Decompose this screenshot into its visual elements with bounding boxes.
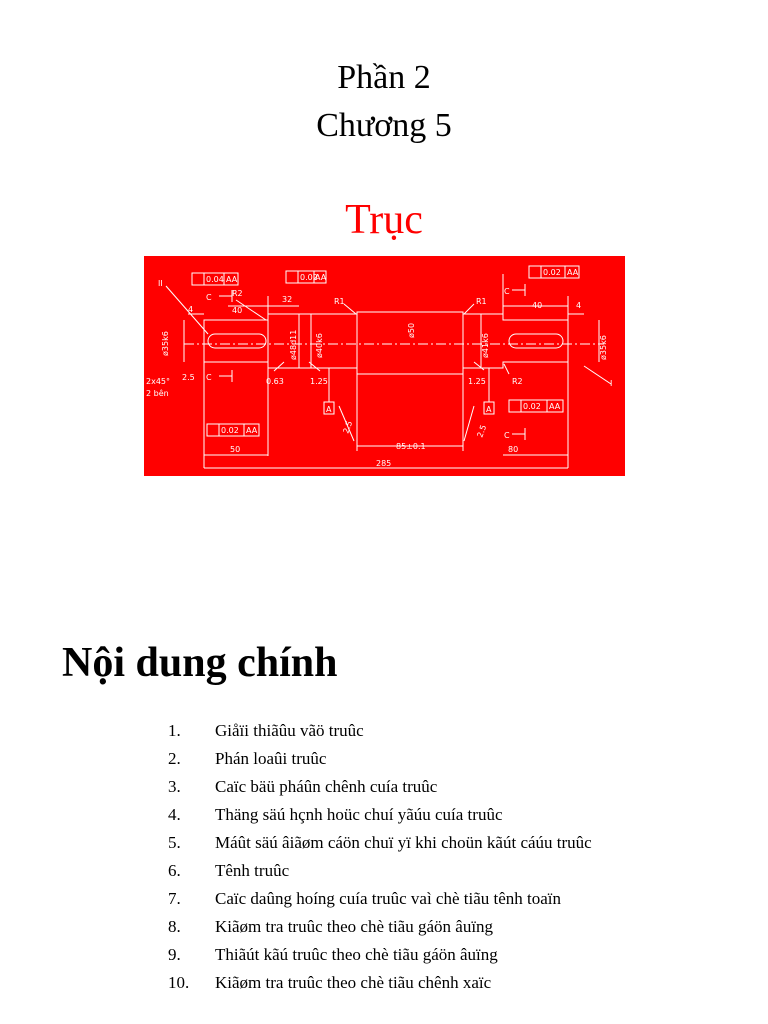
tol5-ref: AA <box>246 426 258 435</box>
tol4-value: 0.02 <box>523 402 541 411</box>
shaft-left-section <box>204 314 357 368</box>
radius-r2-left: R2 <box>232 289 243 298</box>
shaft-drawing-svg <box>144 256 625 476</box>
toc-item <box>168 832 638 854</box>
toc-heading: Nội dung chính <box>62 640 338 686</box>
roughness-125-left: 1.25 <box>310 377 328 386</box>
section-mark-ii: II <box>158 279 163 288</box>
toc-item-text: Kiãøm tra truûc theo chè tiãu gáön âuïng <box>215 917 494 936</box>
dim-32: 32 <box>282 295 293 304</box>
radius-r1-right: R1 <box>476 297 487 306</box>
dia-40k6: ø40k6 <box>315 333 324 358</box>
tol1-ref: AA <box>226 275 238 284</box>
chamfer-both-note: 2 bên <box>146 389 169 398</box>
tol2-ref: AA <box>315 273 327 282</box>
radius-r2-right: R2 <box>512 377 523 386</box>
toc-item <box>168 944 638 966</box>
toc-item-number: 6. <box>168 861 181 880</box>
toc-item-number: 1. <box>168 721 181 740</box>
dim-285: 285 <box>376 459 392 468</box>
toc-item <box>168 888 638 910</box>
dia-50: ø50 <box>407 322 416 338</box>
dim-85: 85±0.1 <box>396 442 426 451</box>
tol4-ref: AA <box>549 402 561 411</box>
dim-40-left: 40 <box>232 306 243 315</box>
toc-item-number: 3. <box>168 777 181 796</box>
part-title: Phần 2 <box>337 59 431 96</box>
c-mark-3: C <box>504 287 510 296</box>
toc-item-text: Thiãút kãú truûc theo chè tiãu gáön âuïng <box>215 945 498 964</box>
toc-item-number: 4. <box>168 805 181 824</box>
topic-title: Trục <box>345 197 423 243</box>
toc-item <box>168 916 638 938</box>
dim-50: 50 <box>230 445 241 454</box>
section-mark-i: I <box>610 379 613 388</box>
dim-80: 80 <box>508 445 519 454</box>
toc-item <box>168 972 638 994</box>
toc-item-number: 9. <box>168 945 181 964</box>
dia-48d11: ø48d11 <box>289 329 298 360</box>
roughness-125-right: 1.25 <box>468 377 486 386</box>
c-mark-2: C <box>206 373 212 382</box>
toc-item-number: 5. <box>168 833 181 852</box>
left-keyway <box>208 334 266 348</box>
toc-item-text: Caïc bäü pháûn chênh cuía truûc <box>215 777 438 796</box>
dim-40-right: 40 <box>532 301 543 310</box>
c-mark-4: C <box>504 431 510 440</box>
shaft-technical-drawing <box>144 256 625 476</box>
toc-item-text: Caïc daûng hoíng cuía truûc vaì chè tiãu tênh toaïn <box>215 889 562 908</box>
toc-item-number: 2. <box>168 749 181 768</box>
datum-a-right: A <box>486 405 492 414</box>
shaft-right-section <box>463 314 568 368</box>
toc-item-number: 7. <box>168 889 181 908</box>
toc-item <box>168 748 638 770</box>
c-mark-1: C <box>206 293 212 302</box>
dia-35k6-left: ø35k6 <box>161 331 170 356</box>
roughness-25-left: 2.5 <box>182 373 195 382</box>
shaft-center-section <box>357 312 463 374</box>
chapter-title: Chương 5 <box>316 107 452 144</box>
toc-item <box>168 804 638 826</box>
toc-item-text: Phán loaûi truûc <box>215 749 327 768</box>
toc-item-number: 10. <box>168 973 190 992</box>
datum-a-left: A <box>326 405 332 414</box>
toc-item <box>168 720 638 742</box>
toc-item <box>168 776 638 798</box>
toc-list <box>168 720 638 1000</box>
tol3-value: 0.02 <box>543 268 561 277</box>
chamfer-note: 2x45° <box>146 377 171 386</box>
tol1-value: 0.04 <box>206 275 224 284</box>
toc-item-text: Máût säú âiãøm cáön chuï yï khi choün kãút cáúu truûc <box>215 833 592 852</box>
toc-item-text: Tênh truûc <box>215 861 290 880</box>
roughness-25-center-left: 2.5 <box>341 419 355 435</box>
dim-4-right: 4 <box>576 301 582 310</box>
toc-item-text: Kiãøm tra truûc theo chè tiãu chênh xaïc <box>215 973 492 992</box>
tol2-value: 0.02 <box>300 273 318 282</box>
dim-4-left: 4 <box>188 305 194 314</box>
tol5-value: 0.02 <box>221 426 239 435</box>
tol3-ref: AA <box>567 268 579 277</box>
radius-r1-left: R1 <box>334 297 345 306</box>
roughness-063: 0.63 <box>266 377 284 386</box>
dia-35k6-right: ø35k6 <box>599 335 608 360</box>
toc-item <box>168 860 638 882</box>
roughness-25-center-right: 2.5 <box>475 423 489 439</box>
toc-item-text: Giåïi thiãûu vãö truûc <box>215 721 364 740</box>
dia-41k6: ø41k6 <box>481 333 490 358</box>
toc-item-text: Thäng säú hçnh hoüc chuí yãúu cuía truûc <box>215 805 503 824</box>
toc-item-number: 8. <box>168 917 181 936</box>
right-keyway <box>509 334 563 348</box>
